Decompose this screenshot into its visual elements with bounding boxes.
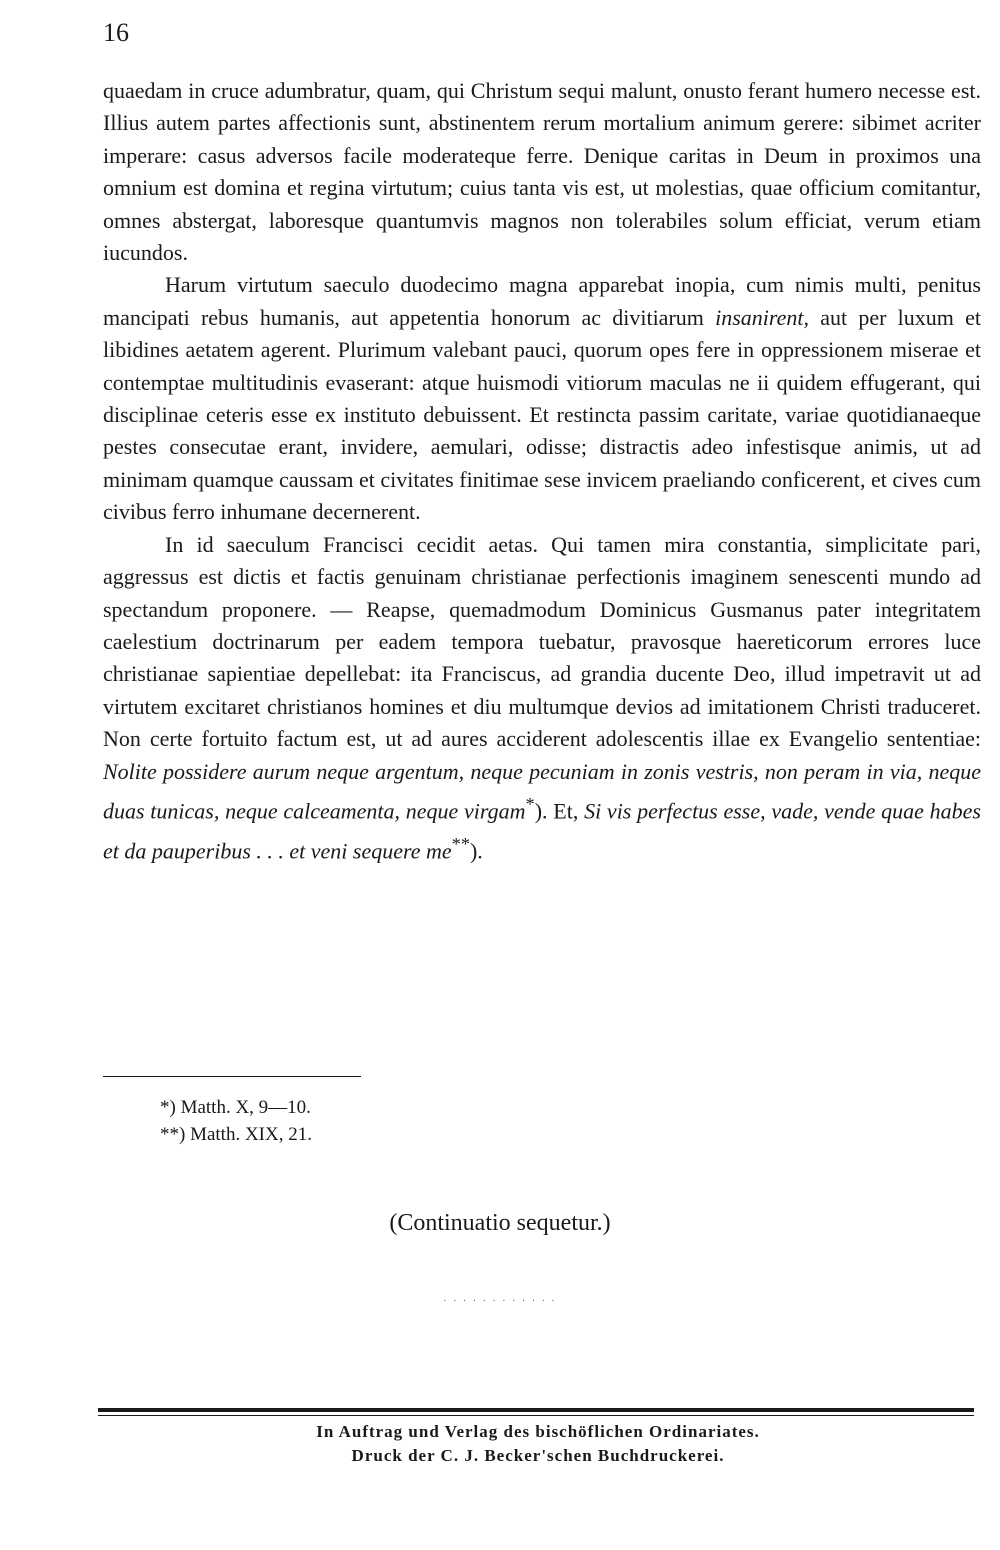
footnote-mark-1: *): [160, 1097, 176, 1118]
footnotes: [160, 1094, 312, 1148]
footnote-mark-2: **): [160, 1124, 186, 1145]
paragraph-3: [103, 529, 981, 868]
paragraph-3-part-2: ). Et,: [534, 798, 585, 824]
paragraph-2: [103, 269, 981, 528]
paragraph-3-part-1: In id saeculum Francisci cecidit aetas. Qui tamen mira constantia, simplicitate pari, aggressus est dictis et factis genuinam christianae perfectionis imaginem senescenti mundo ad spectandum proponere. — Reapse, quemadmodum Dominicus Gusmanus pater integritatem caelestium doctrinarum per eadem tempora tuebatur, pravosque haereticorum errores luce christianae sapientiae depellebat: ita Franciscus, ad grandia ducente Deo, illud impetravit ut ad virtutem excitaret christianos homines et diu multumque devios ad imitationem Christi traduceret. Non certe fortuito factum est, ut ad aures acciderent adolescentis illae ex Evangelio sententiae:: [103, 531, 981, 752]
footnote-rule: [103, 1076, 361, 1077]
footnote-text-2: Matth. XIX, 21.: [190, 1124, 312, 1145]
footnote-text-1: Matth. X, 9—10.: [180, 1097, 311, 1118]
continuation-note: (Continuatio sequetur.): [389, 1210, 611, 1236]
bottom-rule-thin: [98, 1415, 974, 1416]
footnote-1: [160, 1094, 312, 1121]
imprint-line-2: Druck der C. J. Becker'schen Buchdruckerei.: [351, 1446, 725, 1465]
page-number: 16: [103, 18, 129, 47]
paragraph-2-part-1: Harum virtutum saeculo duodecimo magna apparebat inopia, cum nimis multi, penitus mancipati rebus humanis, aut appetentia honorum ac divitiarum: [103, 272, 981, 330]
footnote-2: [160, 1121, 312, 1148]
footnote-ref-2: **: [451, 833, 470, 854]
paragraph-2-part-2: aut per luxum et libidines aetatem agerent. Plurimum valebant pauci, quorum opes fere in oppressionem miserae et contemptae multitudinis evaserant: atque huismodi vitiorum maculas ne ii quidem effugerant, qui disciplinae ceteris esse ex instituto debuissent. Et restincta passim caritate, variae quotidianaeque pestes consecutae erant, invidere, aemulari, odisse; distractis adeo infestisque animis, ut ad minimam quamque caussam et civitates finitimae sese invicem praeliando conficerent, et cives cum civibus ferro inhumane decernerent.: [103, 304, 982, 525]
paragraph-1: quaedam in cruce adumbratur, quam, qui Christum sequi malunt, onusto ferant humero necesse est. Illius autem partes affectionis sunt, abstinentem rerum mortalium animum gerere: sibimet acriter imperare: casus adversos facile moderateque ferre. Denique caritas in Deum in proximos una omnium est domina et regina virtutum; cuius tanta vis est, ut molestias, quae officium comitantur, omnes abstergat, laboresque quantumvis magnos non tolerabiles solum efficiat, verum etiam iucundos.: [103, 78, 981, 266]
body-text: [103, 75, 981, 867]
imprint-line-1: In Auftrag und Verlag des bischöflichen Ordinariates.: [316, 1422, 760, 1441]
ornament-divider: · · · · · · · · · · · ·: [443, 1296, 557, 1307]
paragraph-3-end: ).: [469, 838, 483, 863]
footnote-ref-1: *: [525, 793, 535, 814]
gospel-quote-1: Nolite possidere aurum neque argentum, neque pecuniam in zonis vestris, non peram in via, neque duas tunicas, neque calceamenta, neque virgam: [103, 758, 981, 824]
bottom-rule-thick: [98, 1408, 974, 1412]
paragraph-2-italic: insanirent,: [715, 304, 810, 330]
gospel-quote-2: Si vis perfectus esse, vade, vende quae habes et da pauperibus . . . et veni sequere me: [103, 798, 981, 863]
